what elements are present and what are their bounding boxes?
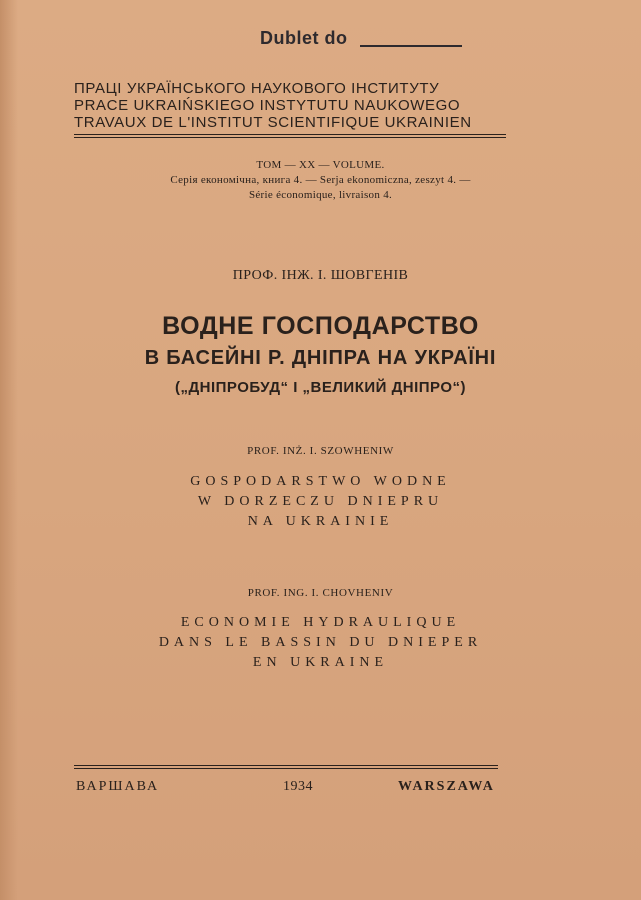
- footer-year: 1934: [283, 779, 313, 794]
- author-fr: PROF. ING. I. CHOVHENIV: [247, 587, 394, 599]
- title-fr-line1: ECONOMIE HYDRAULIQUE: [180, 615, 461, 630]
- stamp-blank-line: [360, 45, 462, 47]
- title-fr-line2: DANS LE BASSIN DU DNIEPER: [158, 635, 483, 650]
- volume-line: ТОМ — XX — VOLUME.: [256, 159, 385, 171]
- title-pl-line2: W DORZECZU DNIEPRU: [197, 494, 444, 509]
- series-economic-line: Серія економічна, книга 4. — Serja ekonomiczna, zeszyt 4. —: [170, 174, 471, 186]
- series-economic-fr-line: Série économique, livraison 4.: [248, 189, 393, 201]
- series-title-ua: ПРАЦІ УКРАЇНСЬКОГО НАУКОВОГО ІНСТИТУТУ: [74, 80, 440, 97]
- title-fr-line3: EN UKRAINE: [252, 655, 389, 670]
- title-ua-line1: ВОДНЕ ГОСПОДАРСТВО: [162, 312, 479, 340]
- author-ua: ПРОФ. ІНЖ. І. ШОВГЕНІВ: [232, 268, 409, 283]
- title-pl-line3: NA UKRAINIE: [247, 514, 394, 529]
- duplicate-stamp: Dublet do: [260, 28, 348, 48]
- title-ua-subtitle: („ДНІПРОБУД“ І „ВЕЛИКИЙ ДНІПРО“): [174, 379, 467, 396]
- footer-rule-top: [74, 765, 498, 766]
- author-pl: PROF. INŻ. I. SZOWHENIW: [247, 445, 394, 457]
- series-rule-bottom: [74, 137, 506, 138]
- series-title-fr: TRAVAUX DE L'INSTITUT SCIENTIFIQUE UKRAINIEN: [74, 114, 472, 131]
- footer-rule-bottom: [74, 768, 498, 769]
- footer-city-pl: WARSZAWA: [398, 779, 495, 794]
- title-ua-line2: В БАСЕЙНІ Р. ДНІПРА НА УКРАЇНІ: [144, 347, 497, 369]
- footer-city-ua: ВАРШАВА: [76, 779, 160, 794]
- title-pl-line1: GOSPODARSTWO WODNE: [190, 474, 451, 489]
- series-title-pl: PRACE UKRAIŃSKIEGO INSTYTUTU NAUKOWEGO: [74, 97, 461, 114]
- series-rule-top: [74, 134, 506, 135]
